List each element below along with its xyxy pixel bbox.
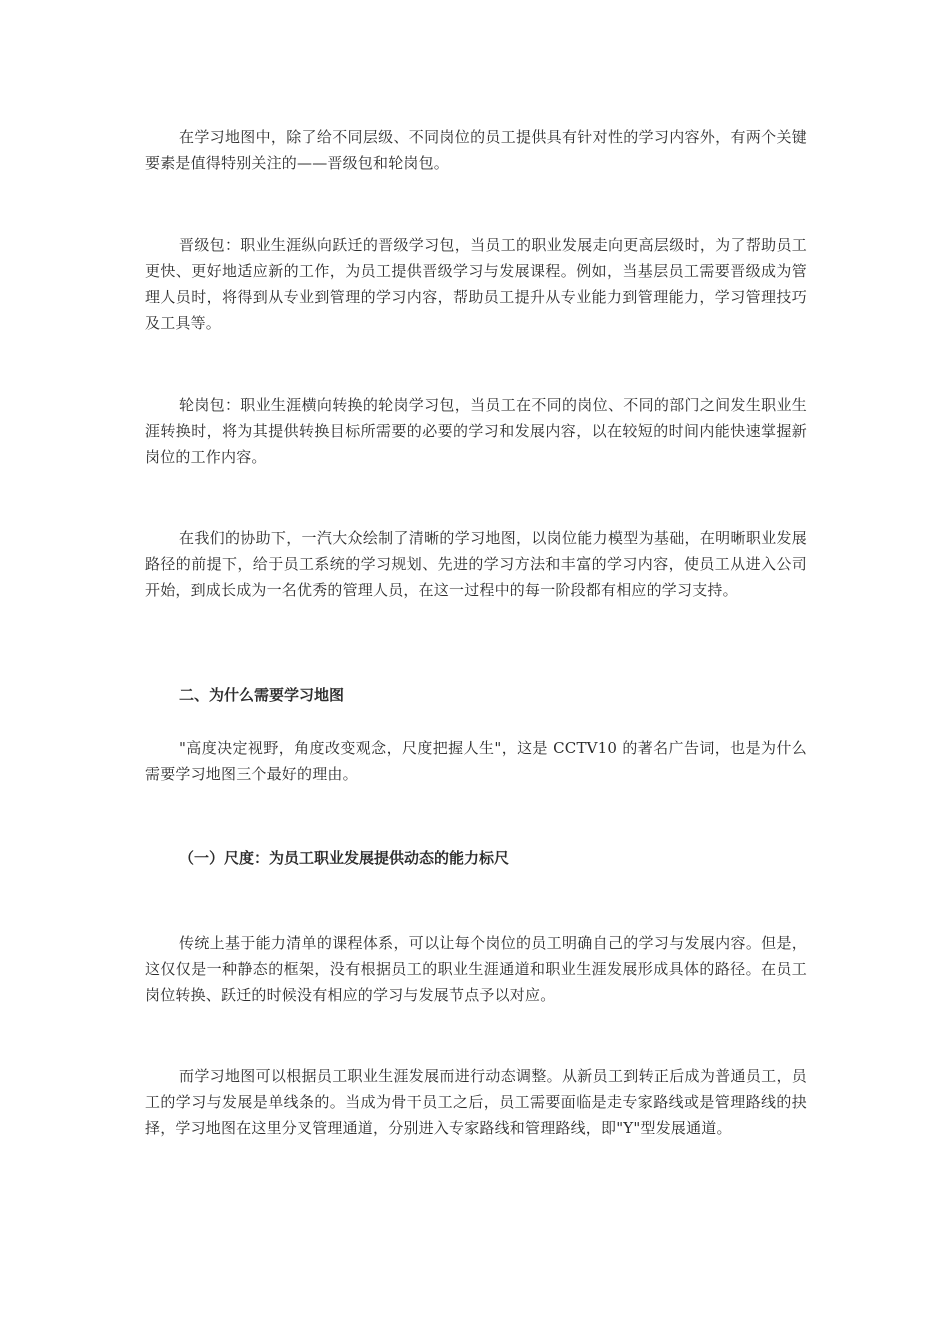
paragraph-promotion-package: 晋级包：职业生涯纵向跃迁的晋级学习包，当员工的职业发展走向更高层级时，为了帮助员工更快、更好地适应新的工作，为员工提供晋级学习与发展课程。例如，当基层员工需要晋级成为管理人员时，将得到从专业到管理的学习内容，帮助员工提升从专业能力到管理能力，学习管理技巧及工具等。 <box>145 236 807 332</box>
subsection-heading: （一）尺度：为员工职业发展提供动态的能力标尺 <box>179 849 510 867</box>
paragraph-learning-map-dynamic: 而学习地图可以根据员工职业生涯发展而进行动态调整。从新员工到转正后成为普通员工，员工的学习与发展是单线条的。当成为骨干员工之后，员工需要面临是走专家路线或是管理路线的抉择，学习地图在这里分叉管理通道，分别进入专家路线和管理路线，即"Y"型发展通道。 <box>145 1067 807 1137</box>
paragraph-faw-vw-case: 在我们的协助下，一汽大众绘制了清晰的学习地图，以岗位能力模型为基础，在明晰职业发展路径的前提下，给于员工系统的学习规划、先进的学习方法和丰富的学习内容，使员工从进入公司开始，到成长成为一名优秀的管理人员，在这一过程中的每一阶段都有相应的学习支持。 <box>145 529 807 599</box>
paragraph-traditional-system: 传统上基于能力清单的课程体系，可以让每个岗位的员工明确自己的学习与发展内容。但是，这仅仅是一种静态的框架，没有根据员工的职业生涯通道和职业生涯发展形成具体的路径。在员工岗位转换、跃迁的时候没有相应的学习与发展节点予以对应。 <box>145 934 807 1004</box>
paragraph-intro: 在学习地图中，除了给不同层级、不同岗位的员工提供具有针对性的学习内容外，有两个关键要素是值得特别关注的——晋级包和轮岗包。 <box>145 128 807 172</box>
paragraph-rotation-package: 轮岗包：职业生涯横向转换的轮岗学习包，当员工在不同的岗位、不同的部门之间发生职业生涯转换时，将为其提供转换目标所需要的必要的学习和发展内容，以在较短的时间内能快速掌握新岗位的工作内容。 <box>145 396 807 466</box>
section-heading: 二、为什么需要学习地图 <box>179 686 345 704</box>
paragraph-quote: "高度决定视野，角度改变观念，尺度把握人生"，这是 CCTV10 的著名广告词，也是为什么需要学习地图三个最好的理由。 <box>145 739 807 783</box>
